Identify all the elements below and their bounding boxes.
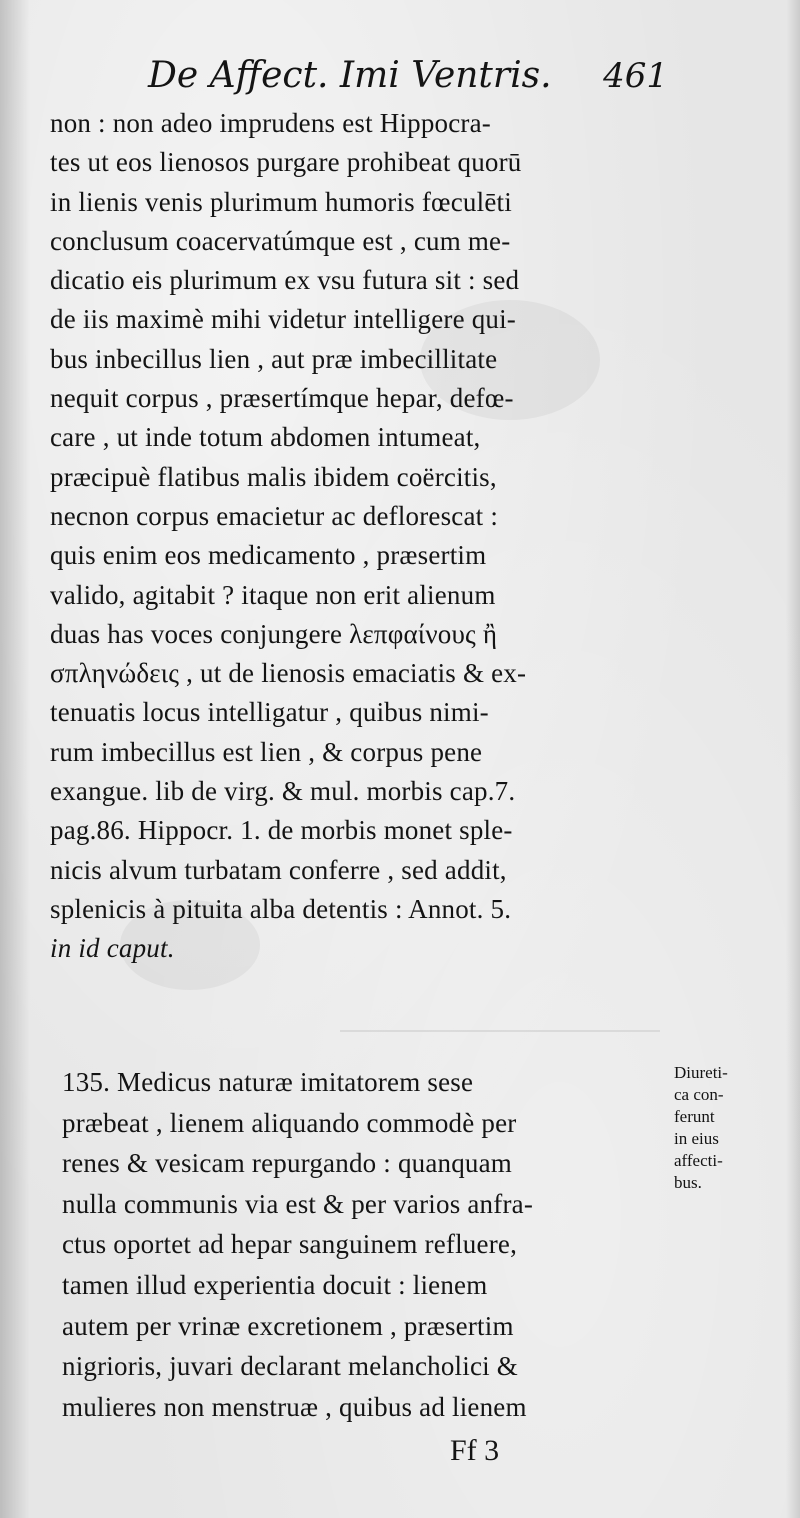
text-line: necnon corpus emacietur ac deflorescat :: [50, 500, 499, 531]
running-head: De Affect. Imi Ventris.: [148, 55, 552, 96]
text-line: in lienis venis plurimum humoris fœculēti: [50, 186, 512, 217]
paragraph-2: [62, 1062, 672, 1427]
marginal-line: bus.: [674, 1173, 702, 1192]
text-line: tamen illud experientia docuit : lienem: [62, 1269, 488, 1300]
page-number: 461: [603, 56, 668, 96]
text-line: renes & vesicam repurgando : quanquam: [62, 1148, 513, 1179]
text-line: quis enim eos medicamento , præsertim: [50, 540, 487, 571]
text-line: valido, agitabit ? itaque non erit alienum: [50, 579, 496, 610]
text-line: 135. Medicus naturæ imitatorem sese: [62, 1067, 474, 1097]
marginal-line: in eius: [674, 1129, 719, 1148]
text-line: σπληνώδεις , ut de lienosis emaciatis & ex-: [50, 658, 527, 689]
text-line: splenicis à pituita alba detentis : Annot. 5.: [50, 893, 512, 924]
page-footer: [450, 1428, 610, 1474]
text-line: tenuatis locus intelligatur , quibus nimi-: [50, 697, 489, 728]
text-line: de iis maximè mihi videtur intelligere qui-: [50, 304, 516, 335]
marginal-line: Diureti-: [674, 1063, 728, 1082]
text-line: nicis alvum turbatam conferre , sed addit,: [50, 854, 507, 885]
text-line: tes ut eos lienosos purgare prohibeat quorū: [50, 147, 522, 178]
page-header: [148, 52, 668, 102]
text-line: non : non adeo imprudens est Hippocra-: [50, 108, 491, 138]
text-line: dicatio eis plurimum ex vsu futura sit : sed: [50, 265, 520, 296]
text-line: nigrioris, juvari declarant melancholici &: [62, 1351, 518, 1382]
text-line: duas has voces conjungere λεπφαίνους ἢ: [50, 618, 498, 649]
text-line: nequit corpus , præsertímque hepar, defœ-: [50, 383, 514, 414]
marginal-note: [674, 1062, 790, 1194]
text-line: ctus oportet ad hepar sanguinem refluere,: [62, 1229, 518, 1260]
text-line: exangue. lib de virg. & mul. morbis cap.7.: [50, 776, 516, 807]
text-line: autem per vrinæ excretionem , præsertim: [62, 1310, 514, 1341]
text-line: in id caput.: [50, 933, 175, 964]
text-line: nulla communis via est & per varios anfra-: [62, 1188, 534, 1219]
bleed-through-mark: [340, 1030, 660, 1032]
text-line: bus inbecillus lien , aut præ imbecillitate: [50, 343, 498, 374]
text-line: rum imbecillus est lien , & corpus pene: [50, 736, 483, 767]
text-line: præbeat , lienem aliquando commodè per: [62, 1107, 517, 1138]
text-line: conclusum coacervatúmque est , cum me-: [50, 225, 511, 256]
signature-mark: Ff 3: [450, 1434, 500, 1467]
text-line: præcipuè flatibus malis ibidem coërcitis,: [50, 461, 497, 492]
text-line: pag.86. Hippocr. 1. de morbis monet sple-: [50, 815, 513, 846]
marginal-line: affecti-: [674, 1151, 723, 1170]
marginal-line: ferunt: [674, 1107, 715, 1126]
marginal-line: ca con-: [674, 1085, 724, 1104]
text-line: mulieres non menstruæ , quibus ad lienem: [62, 1391, 527, 1422]
paragraph-1: [50, 104, 670, 969]
text-line: care , ut inde totum abdomen intumeat,: [50, 422, 481, 453]
